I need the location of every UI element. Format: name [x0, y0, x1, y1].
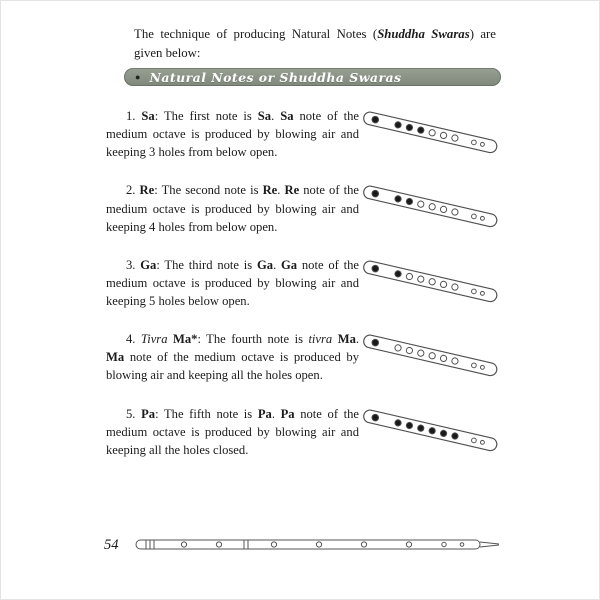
page-number: 54	[104, 536, 119, 553]
flute-diagram	[360, 401, 506, 459]
bullet-icon: ●	[135, 71, 141, 82]
item-paragraph: 2. Re: The second note is Re. Re note of the medium octave is produced by blowing air and keeping 4 holes from below open.	[106, 183, 359, 234]
section-banner	[124, 68, 501, 86]
item-paragraph: 4. Tivra Ma*: The fourth note is tivra Ma. Ma note of the medium octave is produced by blowing air and keeping all the holes open.	[106, 332, 360, 383]
flute-diagram	[360, 252, 506, 310]
note-item	[106, 181, 506, 235]
note-item	[106, 107, 506, 161]
note-item	[106, 256, 506, 310]
item-paragraph: 3. Ga: The third note is Ga. Ga note of the medium octave is produced by blowing air and keeping 5 holes below open.	[106, 257, 360, 308]
intro-paragraph: The technique of producing Natural Notes (Shuddha Swaras) are given below:	[134, 27, 496, 61]
flute-diagram	[360, 177, 506, 235]
items-list	[106, 107, 506, 479]
section-title: Natural Notes or Shuddha Swaras	[149, 69, 402, 85]
page-footer	[104, 535, 506, 555]
item-paragraph: 5. Pa: The fifth note is Pa. Pa note of the medium octave is produced by blowing air and keeping all the holes closed.	[106, 406, 360, 457]
note-item	[106, 330, 506, 384]
item-paragraph: 1. Sa: The first note is Sa. Sa note of the medium octave is produced by blowing air and keeping 3 holes from below open.	[106, 109, 360, 160]
flute-diagram	[360, 103, 506, 161]
note-item	[106, 405, 506, 459]
footer-flute-image	[124, 535, 502, 555]
flute-diagram	[360, 326, 506, 384]
